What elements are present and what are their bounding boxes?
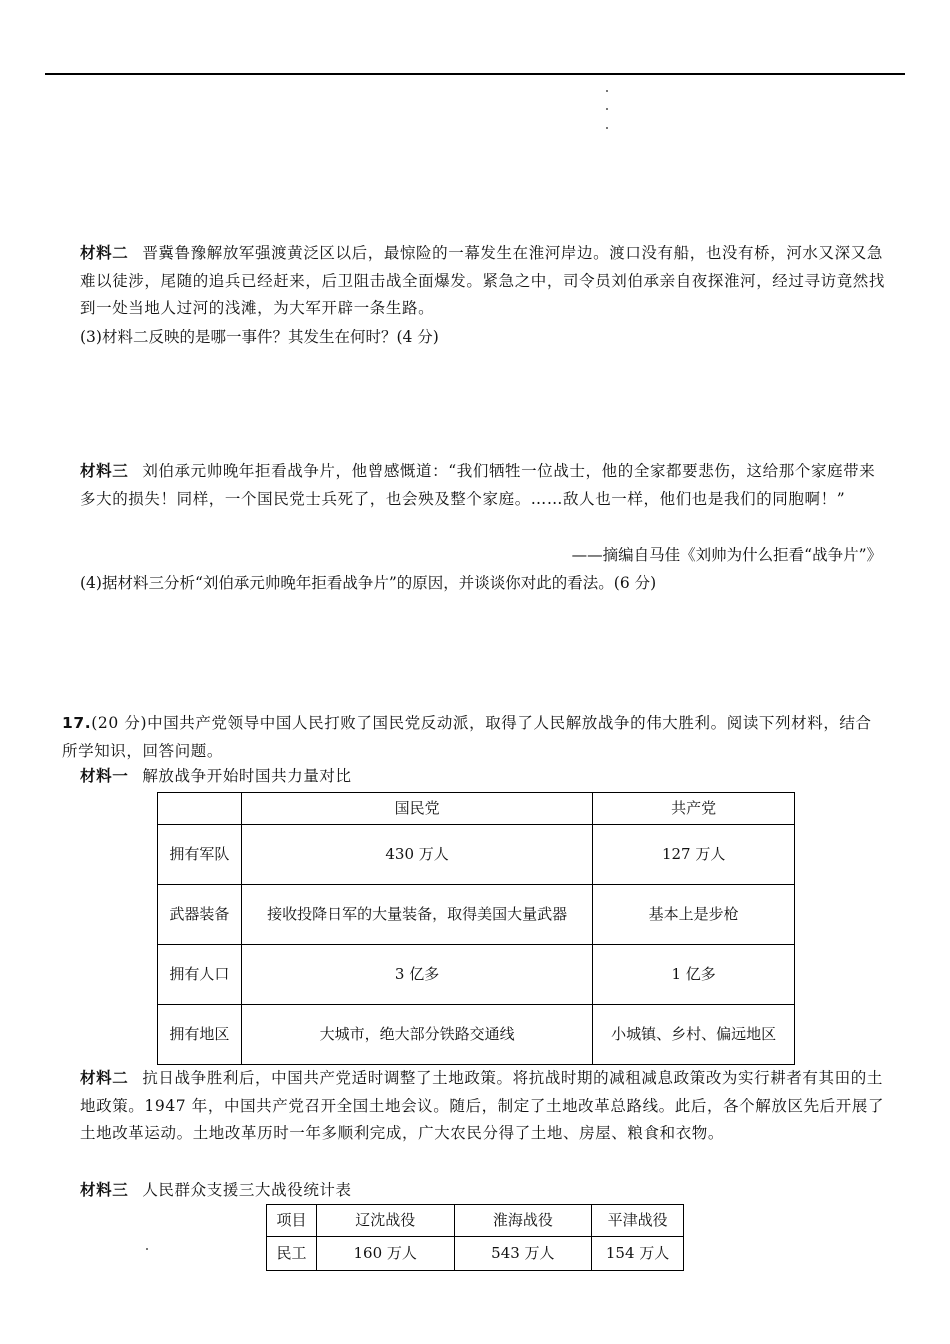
table-cell: 拥有军队	[158, 825, 242, 885]
header-rule	[45, 73, 905, 75]
table-cell: 1 亿多	[593, 945, 795, 1005]
q17-m2-label: 材料二	[80, 1069, 129, 1087]
table-header-cell: 共产党	[593, 793, 795, 825]
scan-dot	[606, 127, 608, 129]
table-cell: 武器装备	[158, 885, 242, 945]
q17-m1-heading	[80, 763, 352, 791]
q17-m1-label: 材料一	[80, 767, 129, 785]
scan-dot	[606, 90, 608, 92]
question-3: (3)材料二反映的是哪一事件？其发生在何时？(4 分)	[80, 328, 439, 346]
q17-m2-text: 抗日战争胜利后，中国共产党适时调整了土地政策。将抗战时期的减租减息政策改为实行耕者有其田的土地政策。1947 年，中国共产党召开全国土地会议。随后，制定了土地改革总路线。此后，各个解放区先后开展了土地改革运动。土地改革历时一年多顺利完成，广大农民分得了土地、房屋、粮食和衣物。	[80, 1069, 885, 1142]
table-header-row	[267, 1205, 684, 1237]
question-4: (4)据材料三分析“刘伯承元帅晚年拒看战争片”的原因，并谈谈你对此的看法。(6 分)	[80, 574, 657, 592]
table-cell: 接收投降日军的大量装备，取得美国大量武器	[241, 885, 592, 945]
q17-m2	[80, 1065, 885, 1148]
scan-dot	[146, 1248, 148, 1250]
table-cell: 基本上是步枪	[593, 885, 795, 945]
table-cell: 小城镇、乡村、偏远地区	[593, 1005, 795, 1065]
table-header-cell: 国民党	[241, 793, 592, 825]
passage-b-label: 材料三	[80, 462, 129, 480]
table-row	[158, 885, 795, 945]
table-row	[158, 945, 795, 1005]
passage-b-source: ——摘编自马佳《刘帅为什么拒看“战争片”》	[571, 546, 882, 564]
table-header-cell: 辽沈战役	[316, 1205, 454, 1237]
table-cell: 拥有地区	[158, 1005, 242, 1065]
table-header-cell: 淮海战役	[454, 1205, 592, 1237]
passage-b	[80, 458, 885, 513]
q17-intro-text: (20 分)中国共产党领导中国人民打败了国民党反动派，取得了人民解放战争的伟大胜利。阅读下列材料，结合所学知识，回答问题。	[62, 714, 872, 760]
passage-a-text: 晋冀鲁豫解放军强渡黄泛区以后，最惊险的一幕发生在淮河岸边。渡口没有船，也没有桥，河水又深又急难以徒涉，尾随的追兵已经赶来，后卫阻击战全面爆发。紧急之中，司令员刘伯承亲自夜探淮河，经过寻访竟然找到一处当地人过河的浅滩，为大军开辟一条生路。	[80, 244, 886, 317]
table-cell: 543 万人	[454, 1237, 592, 1271]
power-comparison-table	[157, 792, 795, 1065]
passage-b-text: 刘伯承元帅晚年拒看战争片，他曾感慨道：“我们牺牲一位战士，他的全家都要悲伤，这给那个家庭带来多大的损失！同样，一个国民党士兵死了，也会殃及整个家庭。……敌人也一样，他们也是我们的同胞啊！”	[80, 462, 876, 508]
campaign-support-table	[266, 1204, 684, 1271]
table-header-cell	[158, 793, 242, 825]
passage-a-label: 材料二	[80, 244, 129, 262]
table-row	[158, 825, 795, 885]
passage-a	[80, 240, 885, 323]
scan-dot	[606, 108, 608, 110]
q17-m3-label: 材料三	[80, 1181, 129, 1199]
table-header-cell: 项目	[267, 1205, 317, 1237]
q17-m3-heading	[80, 1177, 352, 1205]
table-cell: 127 万人	[593, 825, 795, 885]
q17-m3-title: 人民群众支援三大战役统计表	[142, 1181, 352, 1199]
table-cell: 154 万人	[592, 1237, 684, 1271]
q17-m1-title: 解放战争开始时国共力量对比	[142, 767, 352, 785]
table-cell: 大城市，绝大部分铁路交通线	[241, 1005, 592, 1065]
q17-intro	[62, 710, 885, 765]
table-header-cell: 平津战役	[592, 1205, 684, 1237]
table-header-row	[158, 793, 795, 825]
table-row	[158, 1005, 795, 1065]
table-cell: 民工	[267, 1237, 317, 1271]
table-cell: 160 万人	[316, 1237, 454, 1271]
table-cell: 拥有人口	[158, 945, 242, 1005]
q17-number: 17.	[62, 714, 92, 732]
table-row	[267, 1237, 684, 1271]
table-cell: 3 亿多	[241, 945, 592, 1005]
table-cell: 430 万人	[241, 825, 592, 885]
